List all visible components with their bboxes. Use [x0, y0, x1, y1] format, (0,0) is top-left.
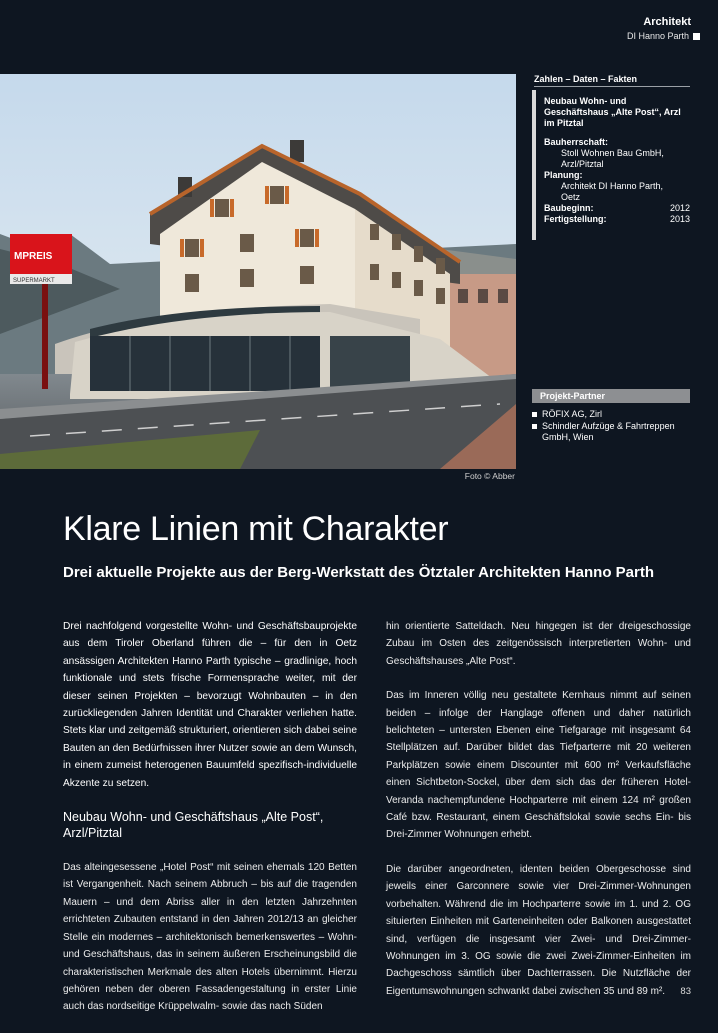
article-lead: Drei nachfolgend vorgestellte Wohn- und Geschäftsbauprojekte aus dem Tiroler Oberland führen die – für den in Oetz ansässigen Architekten Hanno Parth typische – gradlinige, hoch funktionale und stets frische Formensprache weiter, mit der dieser seinen Projekten – bevorzugt Wohnbauten – in den zurückliegenden Jahren Identität und Charakter verliehen hatte. Stets klar und zeitgemäß strukturiert, orientieren sich dabei seine Bauten an den Bedürfnissen ihrer Nutzer sowie an dem Wunsch, in einem zumeist heterogenen Bauumfeld spezifisch-individuelle Akzente zu setzen.	[63, 621, 357, 789]
facts-start-row	[544, 203, 690, 214]
facts-start-label: Baubeginn:	[544, 203, 594, 213]
article-column-right	[386, 618, 691, 1017]
facts-client-label: Bauherrschaft:	[544, 137, 609, 147]
author-name: DI Hanno Parth	[626, 31, 689, 41]
author-label	[627, 31, 700, 41]
facts-project-name: Neubau Wohn- und Geschäftshaus „Alte Post“, Arzl im Pitztal	[544, 96, 681, 128]
store-sign-text: MPREIS	[14, 251, 53, 262]
building-illustration	[0, 74, 516, 469]
facts-finish-row	[544, 214, 690, 225]
article-title: Klare Linien mit Charakter	[63, 510, 449, 548]
facts-client-line: Stoll Wohnen Bau GmbH,	[561, 148, 664, 158]
partners-title: Projekt-Partner	[532, 389, 690, 403]
facts-title: Zahlen – Daten – Fakten	[534, 74, 690, 87]
partner-item: Schindler Aufzüge & Fahrtreppen GmbH, Wien	[532, 421, 692, 443]
article-subtitle: Drei aktuelle Projekte aus der Berg-Werkstatt des Ötztaler Architekten Hanno Parth	[63, 564, 655, 581]
facts-start-value: 2012	[669, 203, 690, 213]
article-paragraph: Das alteingesessene „Hotel Post“ mit seinen ehemals 120 Betten ist Vergangenheit. Nach seinem Abbruch – bis auf die tragenden Mauern – und dem Abriss aller in den letzten Jahrzehnten errichteten Zubauten entstand in den Jahren 2012/13 an gleicher Stelle ein modernes – architektonisch bemerkenswertes – Wohn- und Geschäftshaus, das in seinem äußeren Erscheinungsbild die charakteristischen Merkmale des alten Hotels übernimmt. Hierzu gehören neben der oberen Fassadengestaltung in erster Linie auch das nordseitige Krüppelwalm- sowie das nach Süden	[63, 862, 357, 1013]
facts-finish-value: 2013	[669, 214, 690, 224]
facts-box	[532, 90, 690, 240]
photo-credit: Foto © Abber	[464, 471, 515, 481]
facts-finish-label: Fertigstellung:	[544, 214, 607, 224]
page-number: 83	[680, 986, 691, 997]
partners-list	[532, 409, 692, 444]
building-photo	[0, 74, 516, 469]
article-column-left	[63, 618, 357, 1033]
article-paragraph: Die darüber angeordneten, identen beiden Obergeschosse sind jeweils einer Garconnere sowie vier Drei-Zimmer-Wohnungen vorbehalten. Während die im Hochparterre sowie im 1. und 2. OG situierten Einheiten mit Garteneinheiten oder Balkonen ausgestattet sind, verfügen die insgesamt vier Zwei- und Drei-Zimmer-Wohnungen im 3. OG sowie die zwei Zwei-Zimmer-Einheiten im Dachgeschoss sämtlich über Dachterrassen. Die Nutzfläche der Eigentumswohnungen schwankt dabei zwischen 35 und 89 m².	[386, 863, 691, 997]
facts-planning-label: Planung:	[544, 170, 583, 180]
facts-client-line: Arzl/Pitztal	[561, 159, 604, 169]
article-paragraph-continued: hin orientierte Satteldach. Neu hingegen ist der dreigeschossige Zubau im Osten des zeitgenössisch interpretierten Wohn- und Geschäftshauses „Alte Post“.	[386, 621, 691, 667]
square-bullet-icon	[693, 33, 700, 40]
partner-item: RÖFIX AG, Zirl	[532, 409, 692, 420]
facts-planning-line: Oetz	[561, 192, 581, 202]
section-label: Architekt	[643, 16, 691, 28]
facts-planning-line: Architekt DI Hanno Parth,	[561, 181, 664, 191]
article-paragraph: Das im Inneren völlig neu gestaltete Kernhaus nimmt auf seinen beiden – infolge der Hanglage offenen und daher natürlich belichteten – untersten Ebenen eine Tiefgarage mit insgesamt 64 Stellplätzen auf. Darüber bildet das Tiefparterre mit 20 weiteren Parkplätzen sowie einem Discounter mit 600 m² Verkaufsfläche einen Sichtbeton-Sockel, über dem sich das der früheren Hotel-Veranda nachempfundene Hochparterre mit einem 124 m² großen Café bzw. Restaurant, einem Geschäftslokal sowie sechs Ein- bis Drei-Zimmer Wohnungen erhebt.	[386, 690, 691, 841]
store-subsign-text: SUPERMARKT	[13, 278, 55, 284]
article-heading: Neubau Wohn- und Geschäftshaus „Alte Post“, Arzl/Pitztal	[63, 810, 324, 841]
